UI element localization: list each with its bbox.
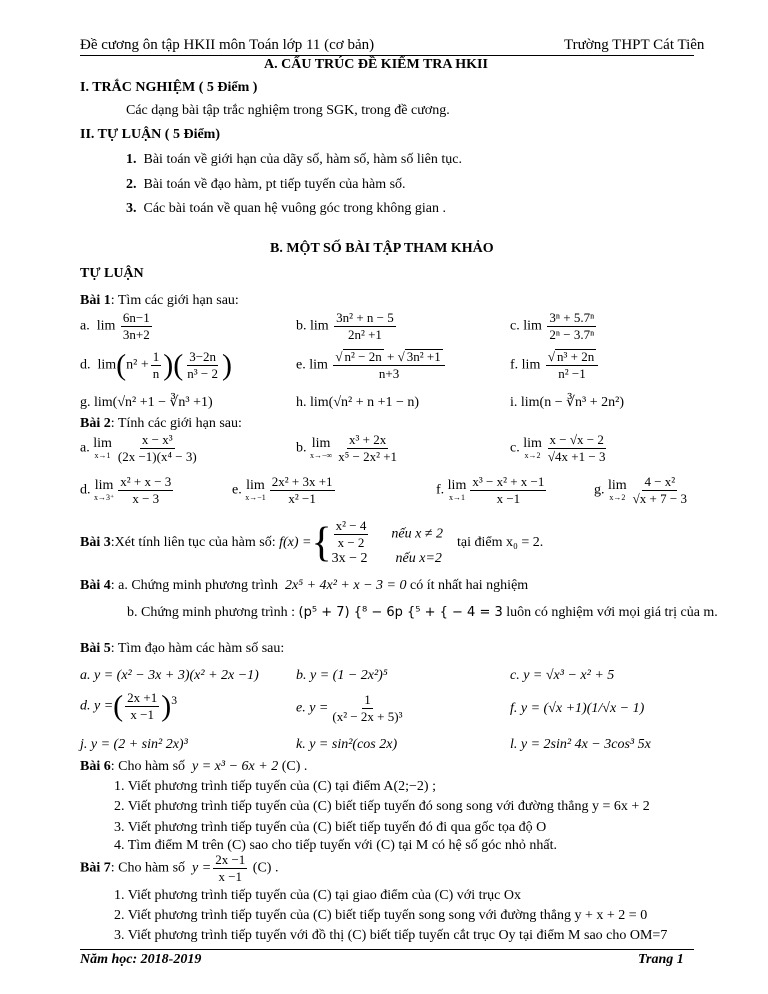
bai6-item: 3. Viết phương trình tiếp tuyến của (C) biết tiếp tuyến đó đi qua gốc tọa độ O: [114, 820, 547, 835]
bai5-l: l. y = 2sin² 4x − 3cos³ 5x: [510, 737, 651, 752]
part2-title: II. TỰ LUẬN ( 5 Điểm): [80, 127, 220, 142]
bai5-j: j. y = (2 + sin² 2x)³: [80, 737, 188, 752]
part1-text: Các dạng bài tập trắc nghiệm trong SGK, trong đề cương.: [126, 103, 450, 118]
bai1-i: i. lim(n − ∛n³ + 2n²): [510, 395, 624, 410]
bai5-b: b. y = (1 − 2x²)⁵: [296, 668, 388, 683]
section-a-title: A. CẤU TRÚC ĐỀ KIỂM TRA HKII: [264, 57, 488, 72]
bai6-item: 4. Tìm điểm M trên (C) sao cho tiếp tuyến với (C) tại M có hệ số góc nhỏ nhất.: [114, 838, 558, 853]
header-rule: [80, 55, 694, 56]
bai1-heading: Bài 1: Tìm các giới hạn sau:: [80, 293, 239, 308]
bai2-d: d. lim x→3⁺ $\frac{\text{x² + x − 3}}{x - 3}$: [80, 474, 172, 506]
footer-right: Trang 1: [638, 952, 684, 967]
bai7-item: 2. Viết phương trình tiếp tuyến của (C) biết tiếp tuyến song song với đường thẳng y + x + 2 = 0: [114, 908, 648, 923]
part1-title: I. TRẮC NGHIỆM ( 5 Điểm ): [80, 80, 258, 95]
bai2-a: a. lim x→1 $\frac{\text{x − x³}}{\text{(2x −1)(x⁴ − 3)}}$: [80, 432, 197, 464]
bai2-f: f. lim x→1 $\frac{\text{x³ − x² + x −1}}{x -1}$: [436, 474, 545, 506]
bai5-f: f. y = (√x +1)(1/√x − 1): [510, 701, 645, 716]
bai6-item: 1. Viết phương trình tiếp tuyến của (C) tại điểm A(2;−2) ;: [114, 779, 436, 794]
bai6-heading: Bài 6: Cho hàm số y = x³ − 6x + 2 (C) .: [80, 759, 308, 774]
bai6-item: 2. Viết phương trình tiếp tuyến của (C) biết tiếp tuyến đó song song với đường thẳng y = 6x + 2: [114, 799, 650, 814]
bai5-heading: Bài 5: Tìm đạo hàm các hàm số sau:: [80, 641, 285, 656]
bai3: Bài 3:Xét tính liên tục của hàm số: f(x) ={ $\frac{\text{x² − 4}}{x - 2}$ nếu x ≠ 2 3x − 2 nếu x=2 tại điểm x₀ = 2.: [80, 518, 544, 566]
header-right: Trường THPT Cát Tiên: [564, 37, 705, 53]
bai5-a: a. y = (x² − 3x + 3)(x² + 2x −1): [80, 668, 259, 683]
bai7-item: 1. Viết phương trình tiếp tuyến của (C) tại giao điểm của (C) với trục Ox: [114, 888, 521, 903]
bai7-item: 3. Viết phương trình tiếp tuyến với đồ thị (C) biết tiếp tuyến cắt trục Oy tại điểm M sao cho OM=7: [114, 928, 668, 943]
bai5-c: c. y = √x³ − x² + 5: [510, 668, 615, 683]
bai2-e: e. lim x→−1 $\frac{\text{2x² + 3x +1}}{\text{x² −1}}$: [232, 474, 333, 506]
header-left: Đề cương ôn tập HKII môn Toán lớp 11 (cơ bản): [80, 37, 375, 53]
footer-left: Năm học: 2018-2019: [80, 952, 202, 967]
bai1-a: a. lim $\frac{6n-1}{3n+2}$: [80, 310, 150, 342]
bai1-e: e. lim $\frac{\text{√ n² − 2n + √ 3n² +1}}{n+3}$: [296, 349, 447, 382]
bai4-a: Bài 4: a. Chứng minh phương trình 2x⁵ + 4x² + x − 3 = 0 có ít nhất hai nghiệm: [80, 578, 529, 593]
list-item: 2. Bài toán về đạo hàm, pt tiếp tuyến của hàm số.: [126, 177, 406, 192]
bai1-d: d. lim(n² + $\frac{1}{n}$ )( $\frac{3-2n}{\text{n³ − 2}}$ ): [80, 348, 232, 382]
bai5-k: k. y = sin²(cos 2x): [296, 737, 398, 752]
bai2-heading: Bài 2: Tính các giới hạn sau:: [80, 416, 242, 431]
bai5-e: e. y = $\frac{1}{\text{(x² − 2x + 5)³}}$: [296, 692, 403, 724]
bai5-d: d. y =( $\frac{2x +1}{x -1}$ )$^3$: [80, 689, 178, 723]
section-b-subtitle: TỰ LUẬN: [80, 266, 144, 281]
footer-rule: [80, 949, 694, 950]
bai1-h: h. lim(√n² + n +1 − n): [296, 395, 420, 410]
bai7-heading: Bài 7: Cho hàm số y = $\frac{2x -1}{x -1}$ (C) .: [80, 852, 279, 884]
list-item: 1. Bài toán về giới hạn của dãy số, hàm số, hàm số liên tục.: [126, 152, 462, 167]
bai2-c: c. lim x→2 $\frac{x - √x - 2}{√4x +1 - 3}$: [510, 432, 606, 464]
bai1-g: g. lim(√n² +1 − ∛n³ +1): [80, 395, 213, 410]
bai2-b: b. lim x→−∞ $\frac{\text{x³ + 2x}}{\text{x⁵ − 2x² +1}}$: [296, 432, 398, 464]
bai2-g: g. lim x→2 $\frac{\text{4 − x²}}{√x + 7 - 3}$: [594, 474, 687, 506]
bai1-b: b. lim $\frac{\text{3n² + n − 5}}{\text{2n² +1}}$: [296, 310, 394, 342]
section-b-title: B. MỘT SỐ BÀI TẬP THAM KHẢO: [270, 241, 494, 256]
list-item: 3. Các bài toán về quan hệ vuông góc trong không gian .: [126, 201, 446, 216]
bai4-b: b. Chứng minh phương trình : (p⁵ + 7) {⁸ − 6p {⁵ + { − 4 = 3 luôn có nghiệm với mọi giá trị của m.: [127, 605, 718, 620]
bai1-c: c. lim $\frac{\text{3ⁿ + 5.7ⁿ}}{\text{2ⁿ − 3.7ⁿ}}$: [510, 310, 595, 342]
bai1-f: f. lim $\frac{\text{√ n³ + 2n}}{\text{n² −1}}$: [510, 349, 600, 382]
